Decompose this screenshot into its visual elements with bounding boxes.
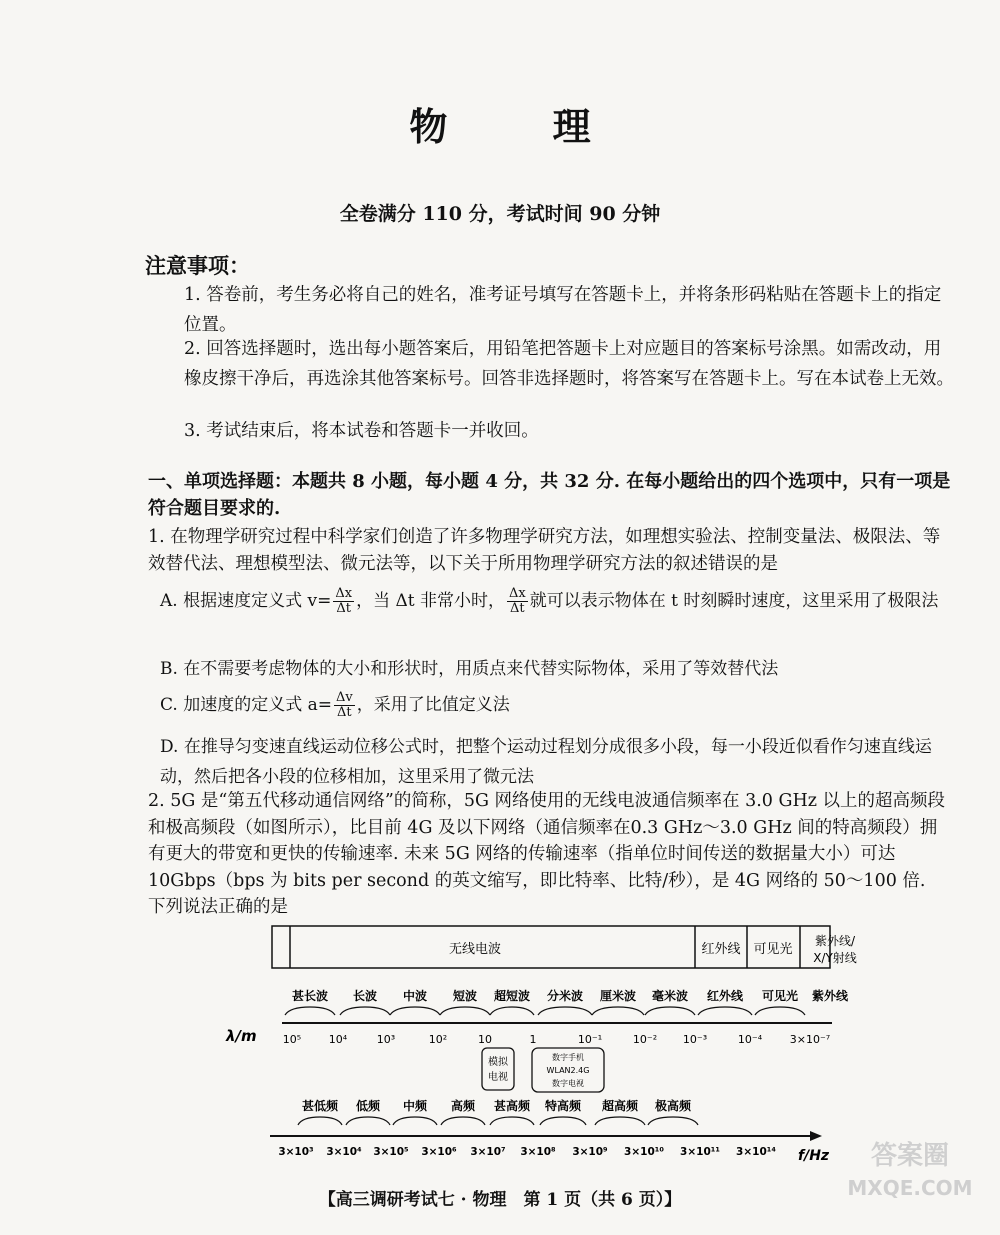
svg-text:3×10¹¹: 3×10¹¹ [680, 1146, 720, 1158]
q1-option-d: D. 在推导匀变速直线运动位移公式时，把整个运动过程划分成很多小段，每一小段近似看作匀速直线运动，然后把各小段的位移相加，这里采用了微元法 [160, 737, 932, 787]
svg-text:可见光: 可见光 [761, 989, 799, 1003]
wave-braces [285, 1007, 805, 1015]
section-heading: 一、单项选择题：本题共 8 小题，每小题 4 分，共 32 分. 在每小题给出的四个选项中，只有一项是符合题目要求的. [148, 471, 951, 519]
wavelength-ticks [283, 1033, 830, 1046]
svg-text:1: 1 [529, 1033, 537, 1046]
em-spectrum-diagram [220, 920, 880, 1165]
svg-text:分米波: 分米波 [546, 989, 584, 1003]
svg-text:长波: 长波 [352, 989, 378, 1003]
svg-text:中波: 中波 [402, 989, 428, 1003]
band-infrared: 红外线 [701, 942, 741, 957]
svg-text:10: 10 [478, 1033, 492, 1046]
svg-text:超短波: 超短波 [493, 989, 531, 1003]
svg-text:特高频: 特高频 [544, 1099, 582, 1113]
analog-tv-box [482, 1048, 514, 1090]
svg-text:厘米波: 厘米波 [599, 989, 637, 1003]
formula-dv-dt: $\frac{\Delta v}{\Delta t}$ [336, 690, 353, 720]
band-visible: 可见光 [753, 942, 793, 957]
page-title: 物 理 [409, 104, 637, 149]
exam-info: 全卷满分 110 分，考试时间 90 分钟 [339, 203, 661, 225]
band-xray: X/Y射线 [813, 951, 857, 965]
q1-option-a [160, 586, 950, 616]
svg-text:毫米波: 毫米波 [651, 989, 689, 1003]
svg-text:WLAN2.4G: WLAN2.4G [546, 1066, 590, 1075]
svg-text:10⁻⁴: 10⁻⁴ [737, 1033, 763, 1046]
svg-text:3×10¹⁰: 3×10¹⁰ [624, 1146, 664, 1158]
svg-text:3×10⁷: 3×10⁷ [470, 1146, 506, 1158]
q1-option-a-text-2: ，当 Δt 非常小时， [356, 591, 505, 611]
notice-item-3: 3. 考试结束后，将本试卷和答题卡一并收回。 [184, 421, 539, 441]
svg-text:3×10¹⁴: 3×10¹⁴ [736, 1146, 776, 1158]
svg-text:甚长波: 甚长波 [291, 989, 329, 1003]
svg-text:3×10³: 3×10³ [278, 1146, 314, 1158]
q1-option-a-text-1: A. 根据速度定义式 v= [160, 591, 332, 611]
q1-option-a-text-3: 就可以表示物体在 t 时刻瞬时速度，这里采用了极限法 [529, 591, 939, 611]
axis-arrow [810, 1131, 822, 1141]
notice-item-2: 2. 回答选择题时，选出每小题答案后，用铅笔把答题卡上对应题目的答案标号涂黑。如需改动，用橡皮擦干净后，再选涂其他答案标号。回答非选择题时，将答案写在答题卡上。写在本试卷上无效。 [184, 339, 954, 389]
svg-text:3×10⁻⁷: 3×10⁻⁷ [789, 1033, 831, 1046]
svg-text:中频: 中频 [402, 1099, 428, 1113]
q1-option-b: B. 在不需要考虑物体的大小和形状时，用质点来代替实际物体，采用了等效替代法 [160, 659, 779, 679]
svg-text:短波: 短波 [452, 989, 478, 1003]
notice-item-1: 1. 答卷前，考生务必将自己的姓名，准考证号填写在答题卡上，并将条形码粘贴在答题卡上的指定位置。 [184, 285, 942, 335]
page-footer: 【高三调研考试七 · 物理 第 1 页（共 6 页）】 [318, 1190, 682, 1210]
frequency-labels [302, 1098, 692, 1113]
svg-text:数字手机: 数字手机 [552, 1053, 584, 1062]
svg-text:高频: 高频 [450, 1099, 476, 1113]
svg-text:3×10⁴: 3×10⁴ [326, 1146, 362, 1158]
notice-heading: 注意事项： [145, 253, 250, 278]
svg-text:3×10⁹: 3×10⁹ [572, 1146, 608, 1158]
q1-option-c-text-1: C. 加速度的定义式 a= [160, 695, 332, 715]
frequency-label: f/Hz [798, 1148, 830, 1164]
svg-text:超高频: 超高频 [601, 1099, 639, 1113]
wavelength-label: λ/m [226, 1027, 257, 1045]
svg-text:10⁻²: 10⁻² [632, 1033, 658, 1046]
svg-text:紫外线: 紫外线 [811, 989, 849, 1003]
band-uv: 紫外线/ [814, 934, 856, 948]
svg-text:10⁵: 10⁵ [282, 1033, 302, 1046]
svg-text:10⁻¹: 10⁻¹ [577, 1033, 603, 1046]
svg-text:电视: 电视 [488, 1072, 508, 1083]
question-2-stem: 2. 5G 是“第五代移动通信网络”的简称，5G 网络使用的无线电波通信频率在 3.0 GHz 以上的超高频段和极高频段（如图所示），比目前 4G 及以下网络（通信频率在0.3 GHz～3.0 GHz 间的特高频段）拥有更大的带宽和更快的传输速率. 未来 5G 网络的传输速率（指单位时间传送的数据量大小）可达 10Gbps（bps 为 bits per second 的英文缩写，即比特率、比特/秒），是 4G 网络的 50～100 倍. 下列说法正确的是 [148, 791, 945, 917]
svg-text:3×10⁸: 3×10⁸ [520, 1146, 556, 1158]
svg-text:10²: 10² [428, 1033, 448, 1046]
svg-text:10³: 10³ [376, 1033, 396, 1046]
svg-text:3×10⁵: 3×10⁵ [373, 1146, 409, 1158]
svg-text:低频: 低频 [355, 1099, 381, 1113]
svg-text:模拟: 模拟 [488, 1057, 508, 1068]
svg-text:甚低频: 甚低频 [301, 1099, 339, 1113]
svg-text:3×10⁶: 3×10⁶ [421, 1146, 457, 1158]
watermark: 答案圈 MXQE.COM [847, 1141, 973, 1200]
formula-dx-dt: $\frac{\Delta x}{\Delta t}$ [335, 586, 353, 616]
svg-text:10⁻³: 10⁻³ [682, 1033, 708, 1046]
q1-option-c-text-2: ，采用了比值定义法 [356, 695, 510, 715]
q1-option-c [160, 690, 950, 720]
frequency-braces [298, 1117, 698, 1125]
formula-dx-dt-2: $\frac{\Delta x}{\Delta t}$ [509, 586, 526, 616]
question-1-stem: 1. 在物理学研究过程中科学家们创造了许多物理学研究方法，如理想实验法、控制变量法、极限法、等效替代法、理想模型法、微元法等，以下关于所用物理学研究方法的叙述错误的是 [148, 527, 941, 574]
svg-text:数字电视: 数字电视 [552, 1079, 584, 1088]
svg-text:10⁴: 10⁴ [328, 1033, 348, 1046]
wave-labels [292, 988, 849, 1003]
svg-text:甚高频: 甚高频 [493, 1099, 531, 1113]
svg-text:极高频: 极高频 [654, 1099, 692, 1113]
svg-text:红外线: 红外线 [706, 989, 744, 1003]
band-radio: 无线电波 [448, 942, 502, 957]
frequency-ticks [278, 1146, 776, 1158]
